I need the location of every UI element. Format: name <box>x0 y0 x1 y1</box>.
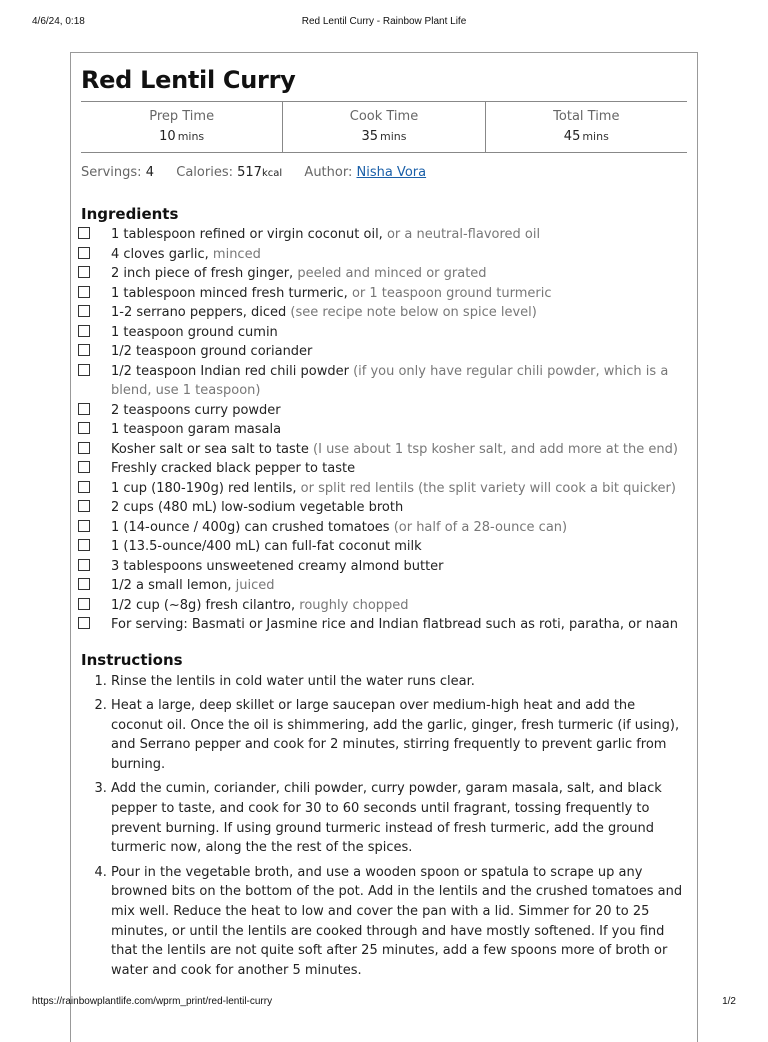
ingredient-item <box>81 362 687 401</box>
time-value: 45 <box>563 129 581 144</box>
ingredient-note: minced <box>208 246 261 262</box>
ingredient-item <box>81 596 687 616</box>
instructions-heading: Instructions <box>81 650 183 669</box>
instruction-step: 3. Add the cumin, coriander, chili powder, curry powder, garam masala, salt, and black pepper to taste, and cook for 30 to 60 seconds until fragrant, tossing frequently to prevent burning. If using ground turmeric instead of fresh turmeric, add the ground turmeric now, along the the rest of the spices. <box>111 779 687 857</box>
ingredient-text: 4 cloves garlic, <box>111 246 209 262</box>
ingredient-text: Kosher salt or sea salt to taste <box>111 441 309 457</box>
ingredient-checkbox[interactable] <box>78 442 90 454</box>
ingredient-checkbox[interactable] <box>78 325 90 337</box>
cook-time <box>282 102 484 152</box>
ingredient-text: 2 cups (480 mL) low-sodium vegetable broth <box>111 500 404 515</box>
ingredient-note: (see recipe note below on spice level) <box>286 305 537 320</box>
time-label: Prep Time <box>149 109 215 124</box>
ingredients-list <box>81 225 687 635</box>
ingredient-item <box>81 420 687 440</box>
ingredient-checkbox[interactable] <box>78 422 90 434</box>
ingredient-checkbox[interactable] <box>78 266 90 278</box>
ingredient-text: 1 tablespoon minced fresh turmeric, <box>111 285 348 301</box>
ingredient-text: 1/2 a small lemon, <box>111 578 232 593</box>
ingredient-text: 1 teaspoon garam masala <box>111 422 282 437</box>
prep-time <box>81 102 282 152</box>
print-url: https://rainbowplantlife.com/wprm_print/red-lentil-curry <box>32 996 273 1007</box>
print-header <box>32 16 736 30</box>
ingredient-text: 2 inch piece of fresh ginger, <box>111 266 294 281</box>
print-page-number: 1/2 <box>722 996 736 1007</box>
ingredient-item <box>81 245 687 265</box>
ingredient-note: or split red lentils (the split variety will cook a bit quicker) <box>296 480 676 496</box>
ingredient-checkbox[interactable] <box>78 559 90 571</box>
servings-label: Servings: <box>81 165 142 180</box>
ingredient-checkbox[interactable] <box>78 403 90 415</box>
instructions-list <box>81 672 687 981</box>
print-page-title: Red Lentil Curry - Rainbow Plant Life <box>301 16 467 27</box>
ingredient-note: or 1 teaspoon ground turmeric <box>347 285 552 301</box>
time-label: Cook Time <box>349 109 419 124</box>
ingredient-text: 3 tablespoons unsweetened creamy almond butter <box>111 558 444 574</box>
ingredient-checkbox[interactable] <box>78 617 90 629</box>
ingredient-text: 1 teaspoon ground cumin <box>111 324 278 340</box>
ingredient-item <box>81 284 687 304</box>
calories-value: 517 <box>237 165 262 180</box>
ingredient-item <box>81 479 687 499</box>
author-label: Author: <box>304 165 353 180</box>
ingredient-item <box>81 323 687 343</box>
ingredient-text: 1/2 cup (~8g) fresh cilantro, <box>111 597 296 613</box>
ingredient-note: or a neutral-flavored oil <box>382 227 541 242</box>
ingredient-checkbox[interactable] <box>78 481 90 493</box>
ingredient-item <box>81 518 687 538</box>
author-link[interactable]: Nisha Vora <box>356 165 427 180</box>
ingredient-item <box>81 459 687 479</box>
ingredients-heading: Ingredients <box>81 205 179 223</box>
instruction-step: 1. Rinse the lentils in cold water until the water runs clear. <box>111 672 687 692</box>
ingredient-checkbox[interactable] <box>78 305 90 317</box>
ingredient-text: Freshly cracked black pepper to taste <box>111 461 356 476</box>
recipe-card <box>70 52 698 1042</box>
time-unit: mins <box>177 130 205 143</box>
time-value: 10 <box>159 129 176 144</box>
ingredient-note: peeled and minced or grated <box>293 266 487 281</box>
ingredient-text: 1/2 teaspoon Indian red chili powder <box>111 363 349 379</box>
ingredient-note: juiced <box>231 578 275 593</box>
calories-label: Calories: <box>176 165 233 180</box>
ingredient-note: (if you only have regular chili powder, which is a blend, use 1 teaspoon) <box>111 363 669 398</box>
ingredient-item <box>81 401 687 421</box>
ingredient-item <box>81 557 687 577</box>
ingredient-text: 2 teaspoons curry powder <box>111 402 281 418</box>
print-datetime: 4/6/24, 0:18 <box>32 16 85 27</box>
ingredient-item <box>81 498 687 518</box>
recipe-meta <box>81 164 687 184</box>
time-value: 35 <box>361 129 379 144</box>
total-time <box>485 102 687 152</box>
ingredient-checkbox[interactable] <box>78 286 90 298</box>
ingredient-checkbox[interactable] <box>78 247 90 259</box>
ingredient-item <box>81 615 687 635</box>
time-label: Total Time <box>553 109 620 124</box>
ingredient-text: 1 (13.5-ounce/400 mL) can full-fat coconut milk <box>111 539 422 554</box>
ingredient-checkbox[interactable] <box>78 461 90 473</box>
ingredient-item <box>81 264 687 284</box>
ingredient-note: (or half of a 28-ounce can) <box>389 519 568 535</box>
servings-value: 4 <box>145 165 154 180</box>
ingredient-text: 1 cup (180-190g) red lentils, <box>111 480 297 496</box>
ingredient-item <box>81 537 687 557</box>
recipe-times <box>81 101 687 153</box>
time-unit: mins <box>582 130 609 143</box>
ingredient-item <box>81 342 687 362</box>
ingredient-checkbox[interactable] <box>78 578 90 590</box>
ingredient-text: 1 (14-ounce / 400g) can crushed tomatoes <box>111 519 390 535</box>
instruction-step: 2. Heat a large, deep skillet or large saucepan over medium-high heat and add the coconut oil. Once the oil is shimmering, add the garlic, ginger, fresh turmeric (if using), and Serrano pepper and cook for 2 minutes, stirring frequently to prevent garlic from burning. <box>111 696 687 774</box>
ingredient-item <box>81 440 687 460</box>
ingredient-item <box>81 303 687 323</box>
ingredient-item <box>81 225 687 245</box>
ingredient-checkbox[interactable] <box>78 364 90 376</box>
ingredient-checkbox[interactable] <box>78 500 90 512</box>
recipe-title: Red Lentil Curry <box>81 66 296 94</box>
ingredient-checkbox[interactable] <box>78 344 90 356</box>
ingredient-item <box>81 576 687 596</box>
ingredient-text: 1 tablespoon refined or virgin coconut oil, <box>111 227 383 242</box>
ingredient-checkbox[interactable] <box>78 539 90 551</box>
ingredient-text: 1-2 serrano peppers, diced <box>111 305 287 320</box>
ingredient-text: For serving: Basmati or Jasmine rice and Indian flatbread such as roti, paratha, or naan <box>111 617 678 632</box>
ingredient-note: roughly chopped <box>295 597 409 613</box>
ingredient-checkbox[interactable] <box>78 227 90 239</box>
time-unit: mins <box>380 130 407 143</box>
ingredient-checkbox[interactable] <box>78 598 90 610</box>
ingredient-checkbox[interactable] <box>78 520 90 532</box>
ingredient-text: 1/2 teaspoon ground coriander <box>111 344 313 359</box>
calories-unit: kcal <box>261 168 283 179</box>
print-footer <box>32 996 736 1010</box>
ingredient-note: (I use about 1 tsp kosher salt, and add more at the end) <box>308 441 678 457</box>
instruction-step: 4. Pour in the vegetable broth, and use a wooden spoon or spatula to scrape up any browned bits on the bottom of the pot. Add in the lentils and the crushed tomatoes and mix well. Reduce the heat to low and cover the pan with a lid. Simmer for 20 to 25 minutes, or until the lentils are cooked through and have mostly softened. If you find that the lentils are not quite soft after 25 minutes, add a few spoons more of broth or water and cook for another 5 minutes. <box>111 863 687 981</box>
